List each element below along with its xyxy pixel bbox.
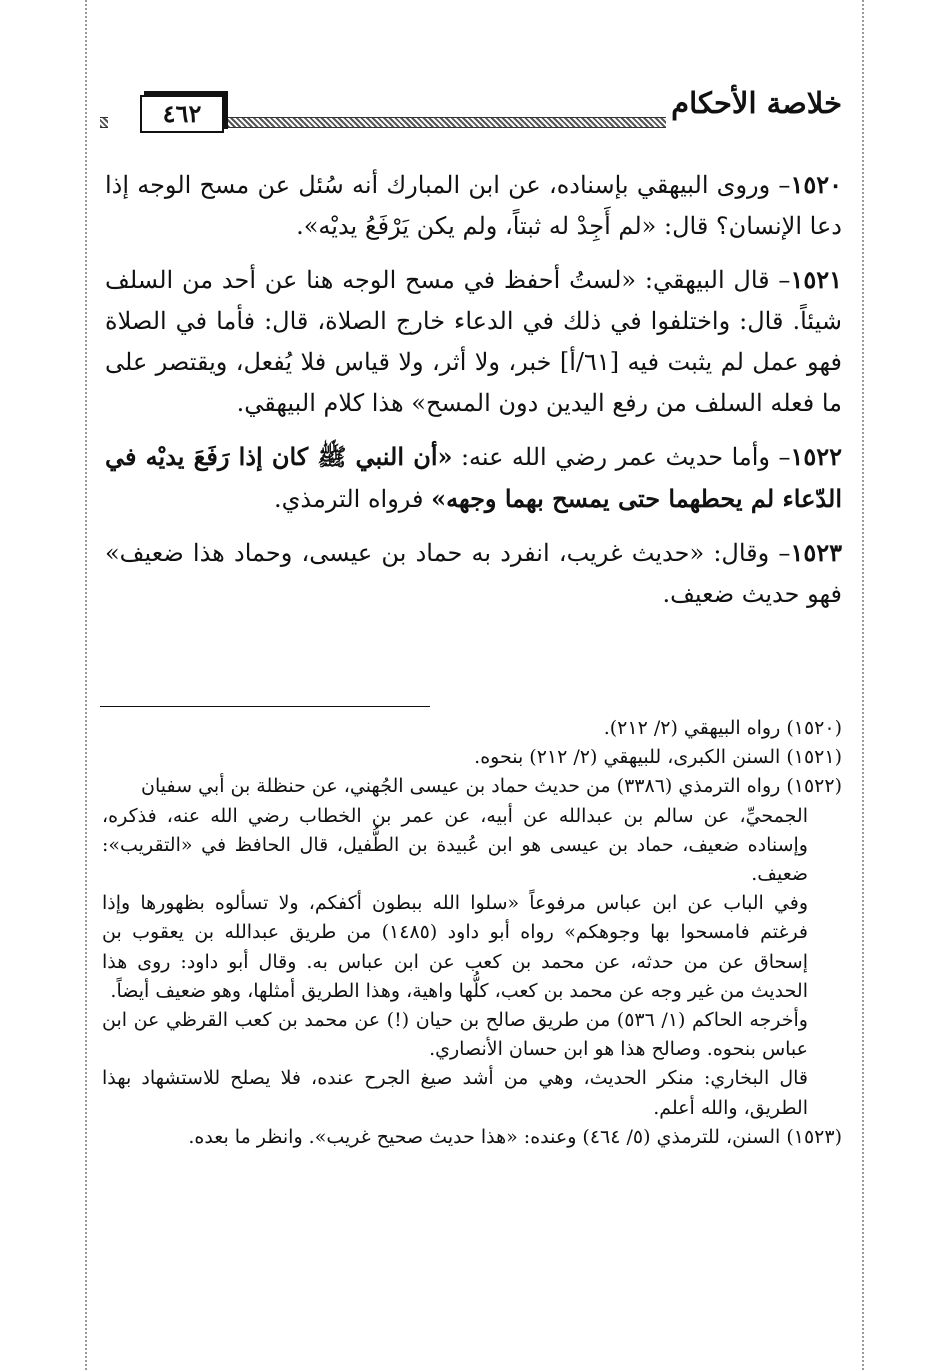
footnote-1522-ibn-abbas: وفي الباب عن ابن عباس مرفوعاً «سلوا الله ببطون أكفكم، ولا تسألوه بظهورها وإذا فرغتم فامسحوا بها وجوهكم» رواه أبو داود (١٤٨٥) من طريق عبدالله بن يعقوب بن إسحاق عن من حدثه، عن محمد بن كعب عن ابن عباس به. وقال أبو داود: روى هذا الحديث من غير وجه عن محمد بن كعب، كلُّها واهية، وهذا الطريق أمثلها، وهو ضعيف أيضاً. <box>102 892 809 1002</box>
paragraph-number: ١٥٢٣ <box>790 538 842 567</box>
paragraph-1521 <box>105 259 842 424</box>
hadith-quote: «أن النبي ﷺ كان إذا رَفَعَ يديْه في الدّعاء لم يحطهما حتى يمسح بهما وجهه» <box>105 442 842 513</box>
running-title: خلاصة الأحكام <box>671 86 842 120</box>
footnote-1522: (١٥٢٢) رواه الترمذي (٣٣٨٦) من حديث حماد بن عيسى الجُهني، عن حنظلة بن أبي سفيان <box>141 775 842 798</box>
paragraph-number: ١٥٢٢ <box>790 442 843 471</box>
paragraph-1522 <box>105 436 842 520</box>
paragraph-text: – قال البيهقي: «لستُ أحفظ في مسح الوجه هنا عن أحد من السلف شيئاً. قال: واختلفوا في ذلك في الدعاء خارج الصلاة، قال: فأما في الصلاة فهو عمل لم يثبت فيه [٦١/أ] خبر، ولا أثر، ولا قياس فلا يُفعل، ويقتصر على ما فعله السلف من رفع اليدين دون المسح» هذا كلام البيهقي. <box>105 266 842 417</box>
paragraph-text: – وأما حديث عمر رضي الله عنه: <box>452 443 791 471</box>
paragraph-1520 <box>105 164 842 247</box>
main-text <box>105 164 842 627</box>
footnote-1522-hakim: وأخرجه الحاكم (١/ ٥٣٦) من طريق صالح بن حيان (!) عن محمد بن كعب القرظي عن ابن عباس بنحوه. وصالح هذا هو ابن حسان الأنصاري. <box>102 1009 808 1061</box>
footnote-1522-bukhari: قال البخاري: منكر الحديث، وهي من أشد صيغ الجرح عنده، فلا يصلح للاستشهاد بهذا الطريق، والله أعلم. <box>102 1067 808 1119</box>
paragraph-number: ١٥٢٠ <box>790 170 842 199</box>
footnote-1520: (١٥٢٠) رواه البيهقي (٢/ ٢١٢). <box>603 717 842 739</box>
footnote-separator <box>100 706 430 707</box>
footnote-1522-continued: الجمحيِّ، عن سالم بن عبدالله عن أبيه، عن عمر بن الخطاب رضي الله عنه، فذكره، وإسناده ضعيف، حماد بن عيسى هو ابن عُبيدة بن الطُّفيل، قال الحافظ في «التقريب»: ضعيف. <box>102 804 808 886</box>
margin-guide-left <box>85 0 87 1370</box>
paragraph-text: – وروى البيهقي بإسناده، عن ابن المبارك أنه سُئل عن مسح الوجه إذا دعا الإنسان؟ قال: «لم أَجِدْ له ثبتاً، ولم يكن يَرْفَعُ يديْه». <box>105 171 842 240</box>
paragraph-text-end: فرواه الترمذي. <box>274 485 432 513</box>
footnote-1521: (١٥٢١) السنن الكبرى، للبيهقي (٢/ ٢١٢) بنحوه. <box>474 746 842 769</box>
paragraph-text: – وقال: «حديث غريب، انفرد به حماد بن عيسى، وحماد هذا ضعيف» فهو حديث ضعيف. <box>105 539 842 608</box>
paragraph-1523 <box>105 532 842 615</box>
page-header <box>108 86 842 136</box>
footnotes <box>102 714 842 1152</box>
margin-guide-right <box>862 0 864 1370</box>
page-number: ٤٦٢ <box>140 95 224 133</box>
paragraph-number: ١٥٢١ <box>790 265 842 294</box>
footnote-1523: (١٥٢٣) السنن، للترمذي (٥/ ٤٦٤) وعنده: «هذا حديث صحيح غريب». وانظر ما بعده. <box>188 1125 842 1148</box>
header-ornament-bar <box>222 117 666 128</box>
header-ornament-bar-end <box>100 117 108 128</box>
